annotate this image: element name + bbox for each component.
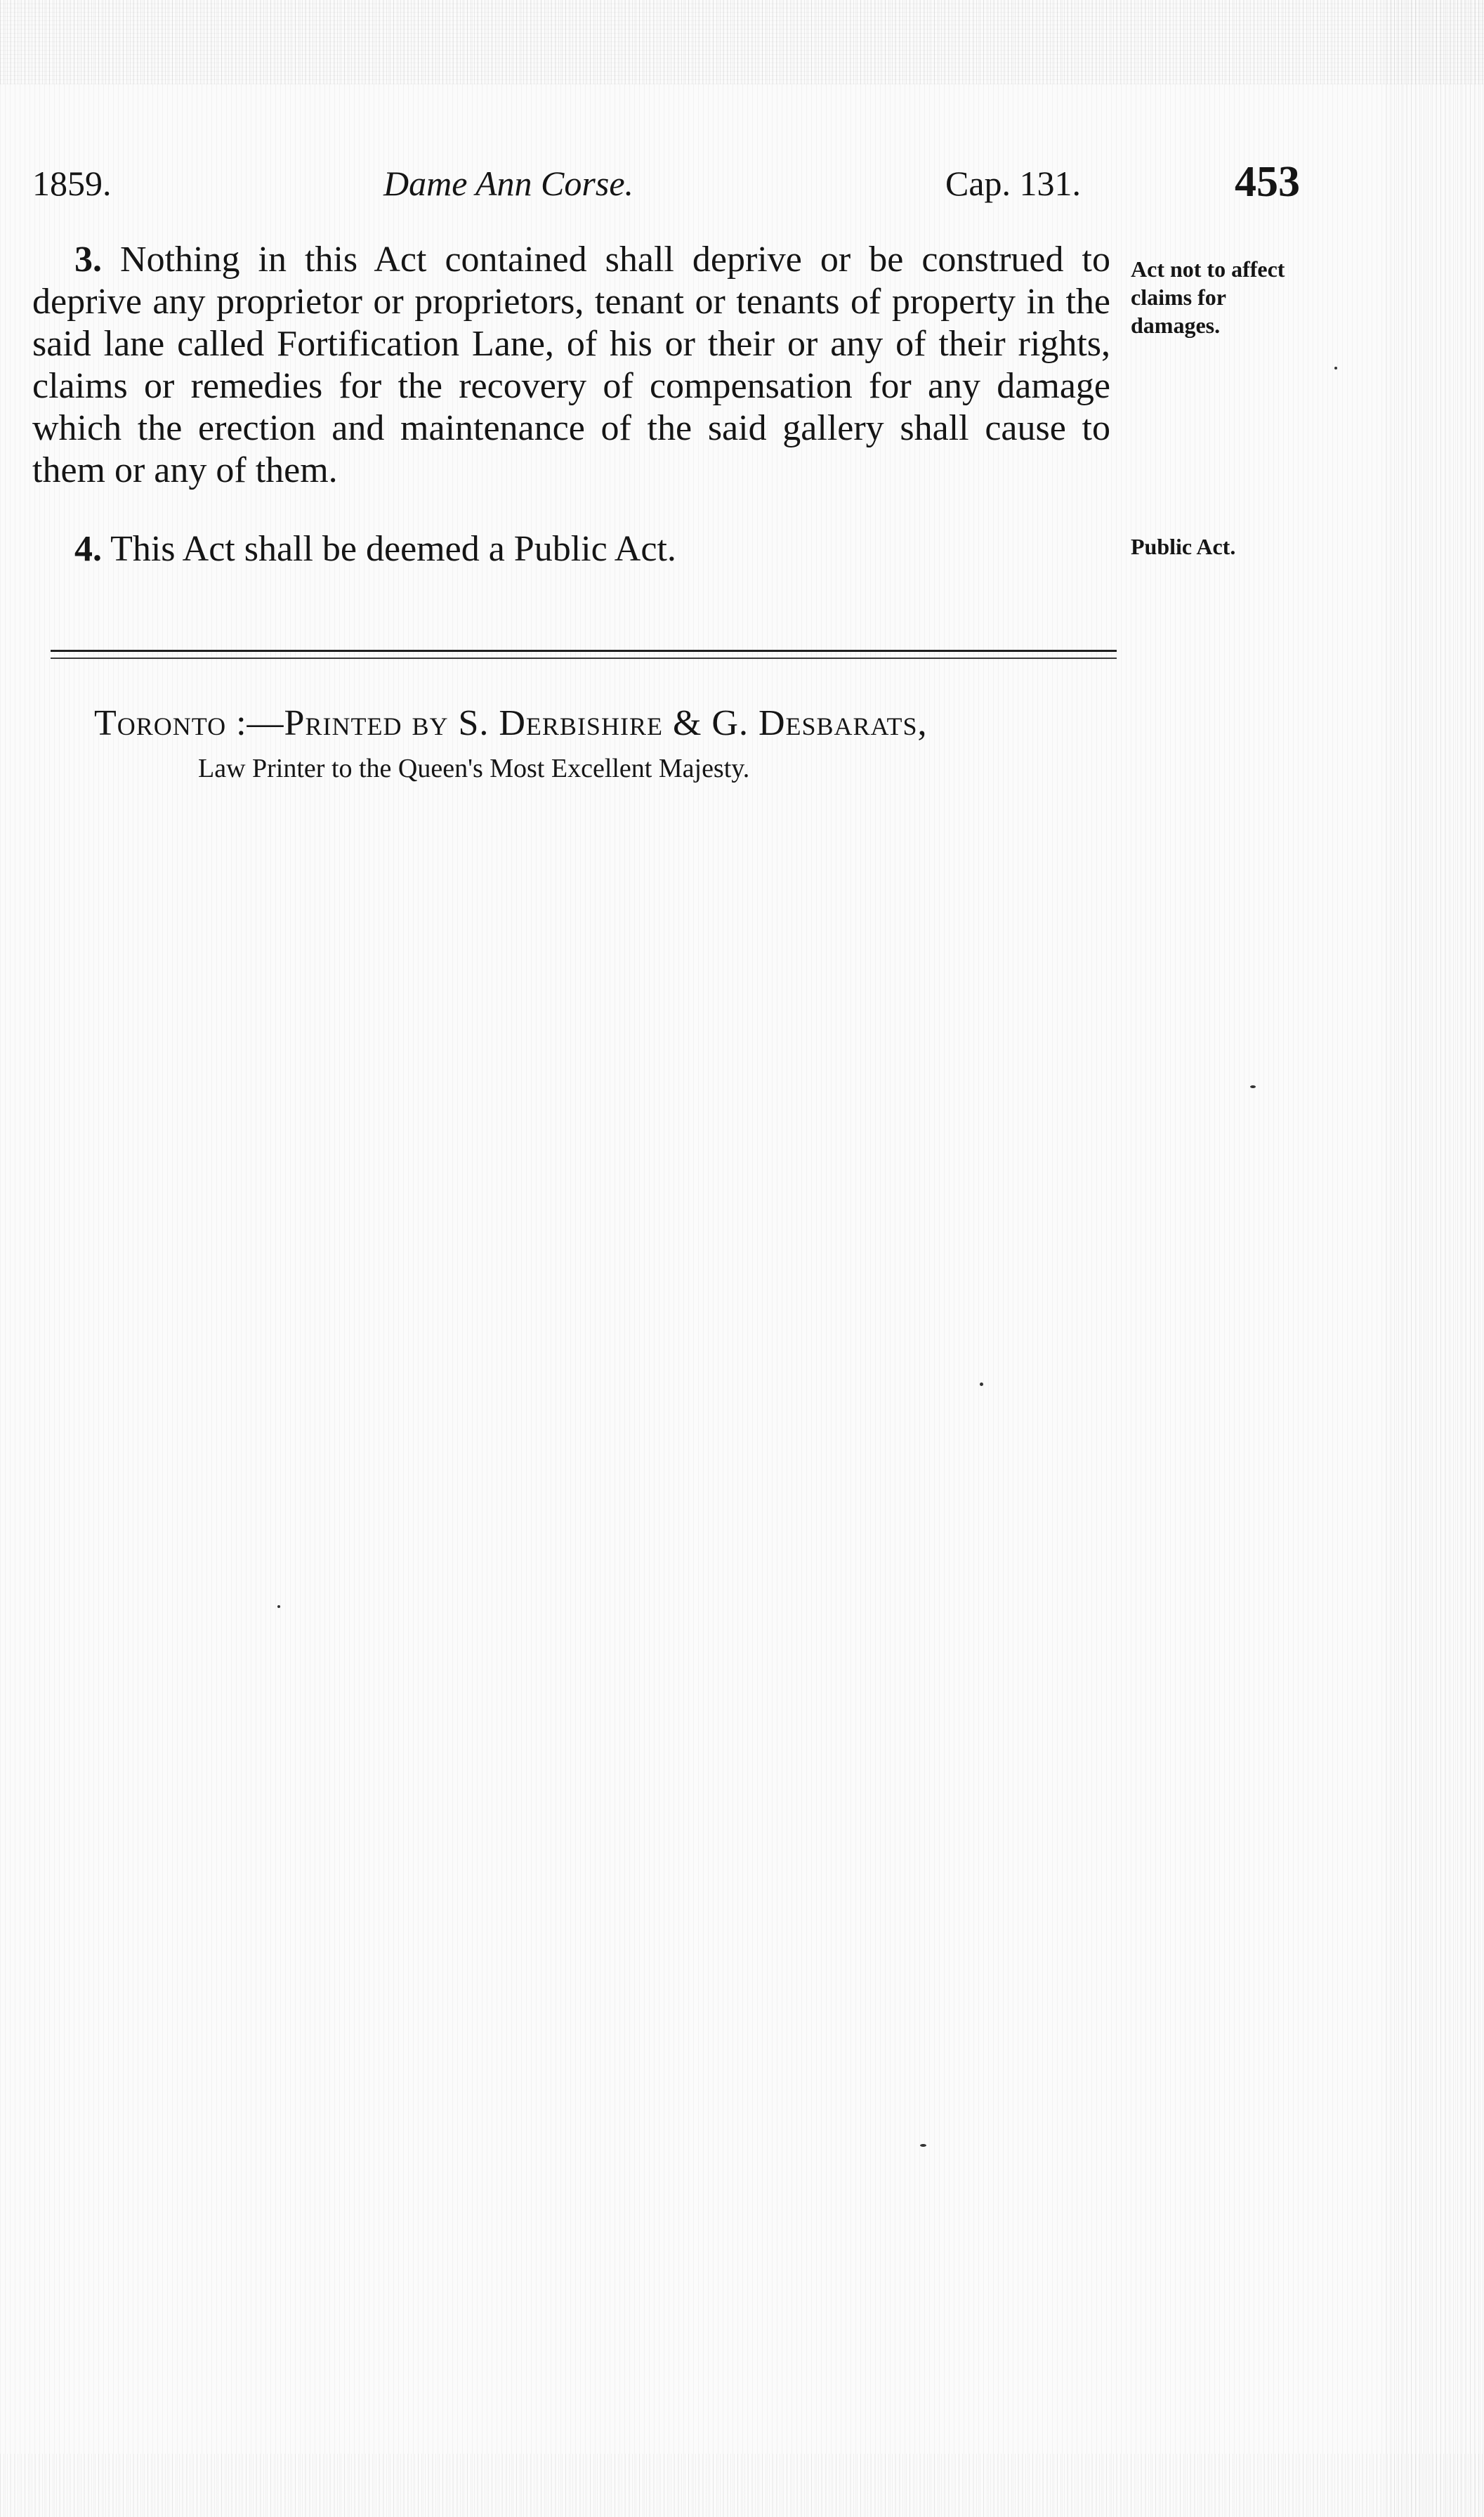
- section-4-paragraph: [74, 528, 1110, 570]
- imprint-printer-line: Toronto :—Printed by S. Derbishire & G. Desbarats,: [94, 703, 928, 743]
- section-3-number: 3.: [74, 240, 102, 280]
- section-4-number: 4.: [74, 529, 102, 569]
- margin-note-public-act: Public Act.: [1131, 534, 1236, 559]
- page-number: 453: [1235, 158, 1300, 206]
- print-speck: [920, 2144, 926, 2147]
- running-header: [32, 158, 1325, 212]
- section-4: [32, 528, 1110, 570]
- section-3-paragraph: [32, 239, 1110, 492]
- margin-note-claims: Act not to affect claims for damages.: [1131, 256, 1285, 338]
- act-body: [32, 239, 1110, 570]
- print-speck: [980, 1382, 983, 1386]
- imprint-law-printer-line: Law Printer to the Queen's Most Excellent Majesty.: [198, 754, 750, 783]
- scan-noise-bottom: [0, 2454, 1484, 2517]
- header-chapter: Cap. 131.: [945, 164, 1082, 203]
- header-year: 1859.: [32, 164, 112, 203]
- print-speck: [277, 1605, 280, 1608]
- scan-noise-top: [0, 0, 1484, 84]
- header-title: Dame Ann Corse.: [383, 164, 634, 203]
- scan-noise-right: [1386, 0, 1484, 2517]
- print-speck: [1334, 367, 1337, 370]
- section-3: [32, 239, 1110, 492]
- print-speck: [1250, 1085, 1256, 1088]
- double-rule-divider: [51, 650, 1117, 659]
- section-4-text: This Act shall be deemed a Public Act.: [110, 529, 676, 569]
- section-3-text: Nothing in this Act contained shall deprive or be construed to deprive any proprietor or proprietors, tenant or tenants of property in the said lane called Fortification Lane, of his or their or any of their rights, claims or remedies for the recovery of compensation for any damage which the erection and maintenance of the said gallery shall cause to them or any of them.: [32, 240, 1110, 490]
